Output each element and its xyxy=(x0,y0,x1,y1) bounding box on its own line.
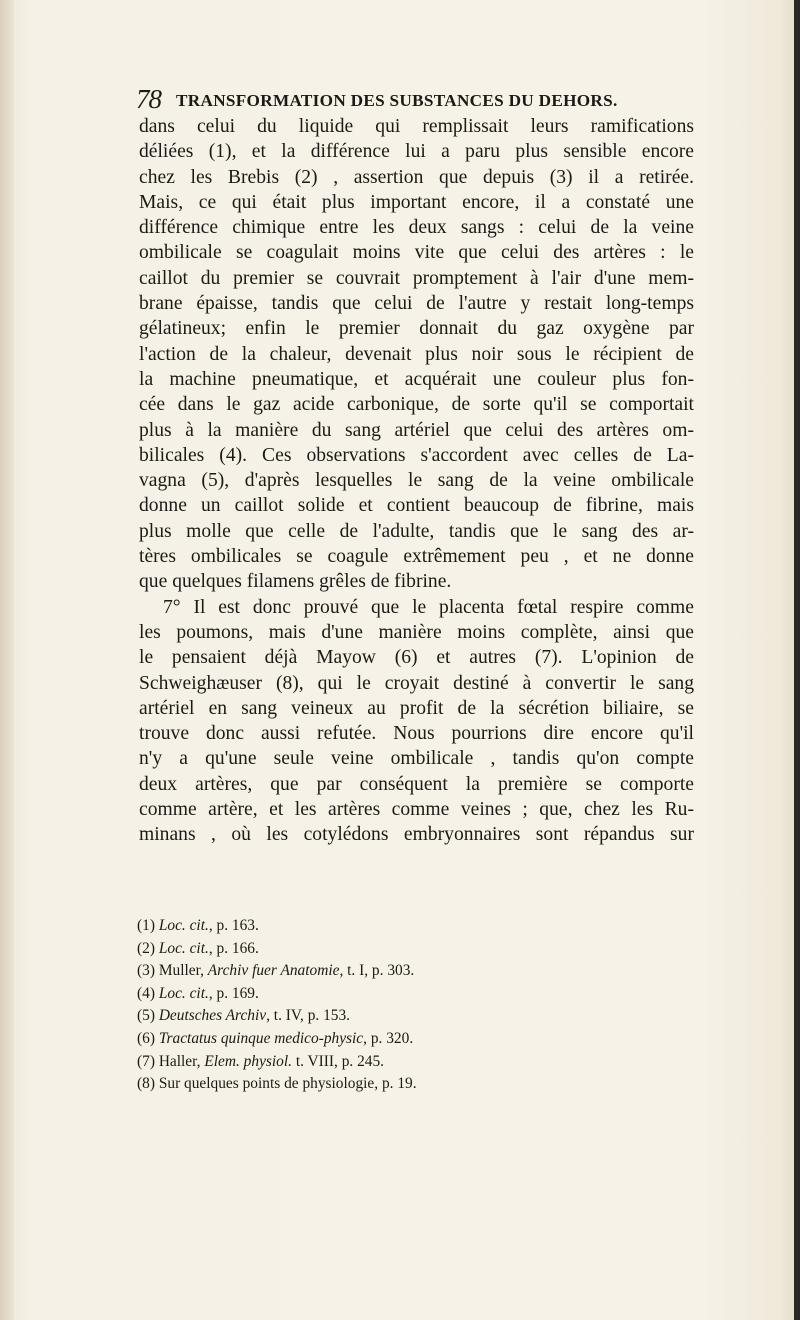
text-line: cée dans le gaz acide carbonique, de sorte qu'il se comportait xyxy=(139,394,694,416)
text-line: gélatineux; enfin le premier donnait du gaz oxygène par xyxy=(139,318,694,340)
page-header xyxy=(136,86,696,114)
text-line: trouve donc aussi refutée. Nous pourrions dire encore qu'il xyxy=(139,723,694,745)
text-line: dans celui du liquide qui remplissait leurs ramifications xyxy=(139,116,694,137)
text-line: déliées (1), et la différence lui a paru plus sensible encore xyxy=(139,141,694,163)
text-line: vagna (5), d'après lesquelles le sang de la veine ombilicale xyxy=(139,470,694,492)
footnote: (8) Sur quelques points de physiologie, p. 19. xyxy=(137,1075,417,1093)
text-line: l'action de la chaleur, devenait plus noir sous le récipient de xyxy=(139,343,694,365)
text-line: caillot du premier se couvrait promptement à l'air d'une mem- xyxy=(139,267,694,289)
footnote: (1) Loc. cit., p. 163. xyxy=(137,917,259,934)
text-line: les poumons, mais d'une manière moins complète, ainsi que xyxy=(139,621,694,643)
footnotes xyxy=(137,915,697,1096)
text-line: deux artères, que par conséquent la première se comporte xyxy=(139,773,694,795)
text-line: le pensaient déjà Mayow (6) et autres (7). L'opinion de xyxy=(139,647,694,669)
text-line: artériel en sang veineux au profit de la sécrétion biliaire, se xyxy=(139,697,694,719)
text-line: ombilicale se coagulait moins vite que celui des artères : le xyxy=(139,242,694,264)
text-line: chez les Brebis (2) , assertion que depuis (3) il a retirée. xyxy=(139,166,694,188)
page-number: 78 xyxy=(136,84,161,114)
text-line: minans , où les cotylédons embryonnaires sont répandus sur xyxy=(139,824,694,846)
text-line: Schweighæuser (8), qui le croyait destiné à convertir le sang xyxy=(139,672,694,694)
text-line: donne un caillot solide et contient beaucoup de fibrine, mais xyxy=(139,495,694,517)
text-line: plus molle que celle de l'adulte, tandis que le sang des ar- xyxy=(139,520,694,542)
footnote: (4) Loc. cit., p. 169. xyxy=(137,984,259,1002)
footnote: (5) Deutsches Archiv, t. IV, p. 153. xyxy=(137,1007,351,1025)
page-binding-shadow xyxy=(0,0,14,1320)
text-line: 7° Il est donc prouvé que le placenta fœtal respire comme xyxy=(163,596,694,618)
text-line: tères ombilicales se coagule extrêmement peu , et ne donne xyxy=(139,546,694,568)
footnote: (7) Haller, Elem. physiol. t. VIII, p. 245. xyxy=(137,1052,385,1070)
text-line: bilicales (4). Ces observations s'accordent avec celles de La- xyxy=(139,444,694,466)
text-line: brane épaisse, tandis que celui de l'autre y restait long-temps xyxy=(139,293,694,315)
text-line: Mais, ce qui était plus important encore, il a constaté une xyxy=(139,191,694,213)
text-line: que quelques filamens grêles de fibrine. xyxy=(139,571,452,593)
text-line: plus à la manière du sang artériel que celui des artères om- xyxy=(139,419,694,441)
body-text xyxy=(139,114,694,848)
text-line: n'y a qu'une seule veine ombilicale , tandis qu'on compte xyxy=(139,748,694,770)
text-line: comme artère, et les artères comme veines ; que, chez les Ru- xyxy=(139,799,694,821)
footnote: (2) Loc. cit., p. 166. xyxy=(137,939,259,957)
running-title: TRANSFORMATION DES SUBSTANCES DU DEHORS. xyxy=(176,91,618,110)
text-line: la machine pneumatique, et acquérait une couleur plus fon- xyxy=(139,368,694,390)
footnote: (3) Muller, Archiv fuer Anatomie, t. I, p. 303. xyxy=(137,962,415,980)
text-line: différence chimique entre les deux sangs : celui de la veine xyxy=(139,217,694,239)
footnote: (6) Tractatus quinque medico-physic, p. 320. xyxy=(137,1029,414,1047)
page-edge xyxy=(794,0,800,1320)
